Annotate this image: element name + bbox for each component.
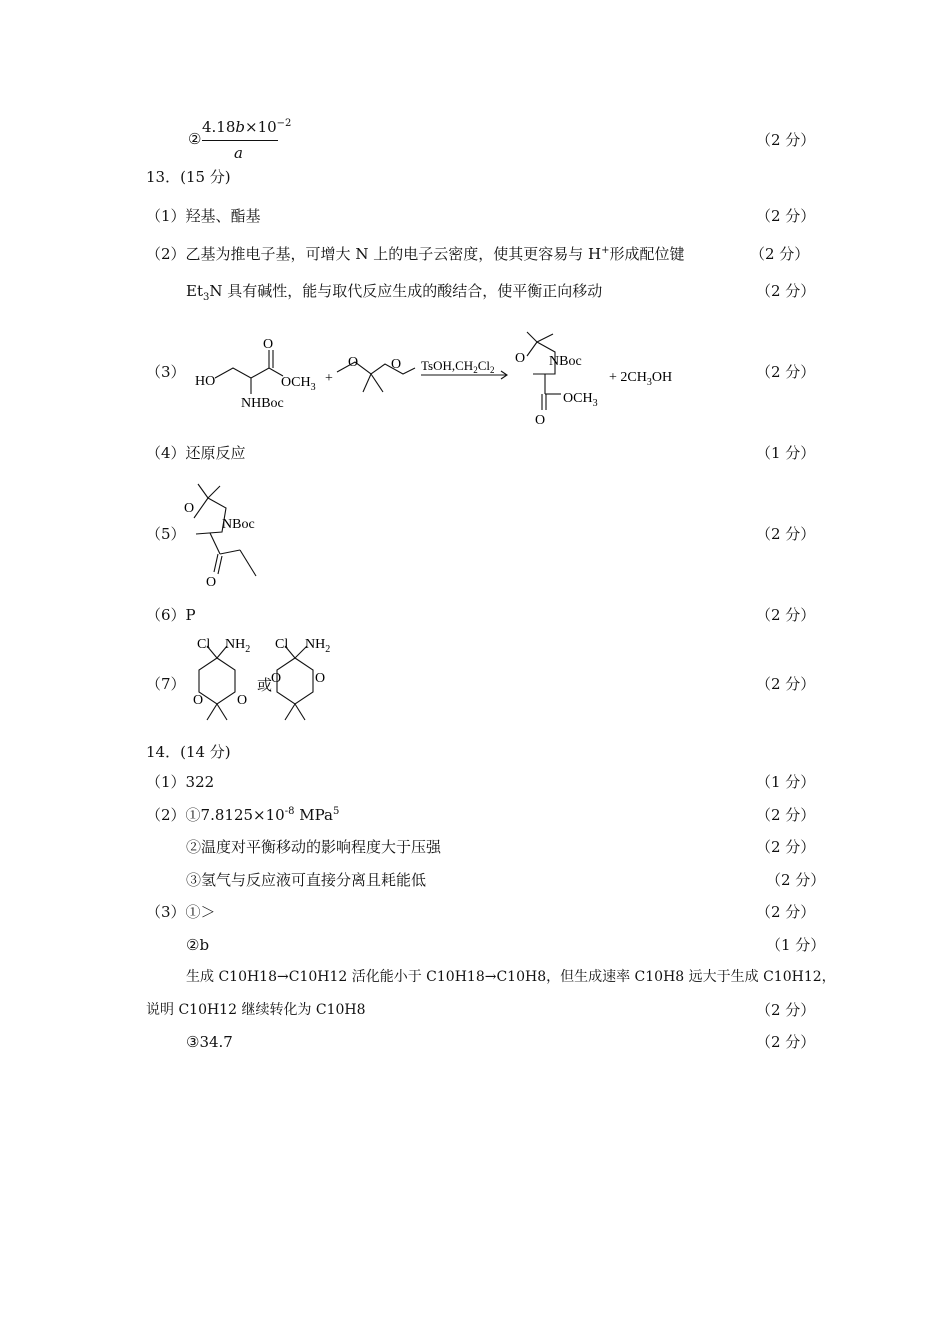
points-label: （2 分） (756, 838, 816, 856)
points-label: （2 分） (756, 1001, 816, 1019)
points-label: （2 分） (756, 903, 816, 921)
q14-a1: （1）322 (146, 773, 215, 791)
chem-label: $NH_2$ (225, 637, 251, 655)
q14-a3b: ②b (186, 936, 210, 954)
fraction-bar (202, 140, 278, 141)
chem-label: O (193, 693, 204, 708)
fraction-denominator: a (234, 144, 243, 162)
points-label: （1 分） (756, 773, 816, 791)
points-label: （2 分） (766, 871, 826, 889)
q14-a2: $(2)①7.8125\times 10^{-8}$ MPa$^5$ (146, 806, 340, 824)
points-label: （2 分） (756, 207, 816, 225)
structure-7 (185, 632, 355, 736)
chem-label: O (515, 351, 526, 366)
chem-label: O (271, 671, 282, 686)
points-label: （2 分） (756, 282, 816, 300)
q13-a4: （4）还原反应 (146, 444, 246, 462)
chem-label: O (263, 337, 274, 352)
circled-number: ② (188, 130, 202, 148)
chem-label: HO (195, 374, 216, 389)
q14-explanation-2: 说明 C10H12 继续转化为 C10H8 (146, 1002, 366, 1018)
q14-a3c: ③34.7 (186, 1033, 233, 1051)
fraction-numerator: $4.18b\times 10^{-2}$ (202, 118, 292, 136)
q14-a2b: ②温度对平衡移动的影响程度大于压强 (186, 838, 442, 856)
points-label: （2 分） (756, 675, 816, 693)
q14-header: 14．(14 分) (146, 743, 231, 761)
chem-label: NBoc (222, 517, 255, 532)
points-label: （2 分） (756, 806, 816, 824)
q13-header: 13．(15 分) (146, 168, 231, 186)
q13-a1: （1）羟基、酯基 (146, 207, 261, 225)
q13-a6: （6）P (146, 606, 196, 624)
points-label: （2 分） (750, 245, 810, 263)
structure-5 (180, 478, 290, 590)
byproduct: + $2CH_3OH$ (609, 370, 673, 388)
q13-a7-label: （7） (146, 675, 186, 693)
chem-label: O (315, 671, 326, 686)
points-label: （2 分） (756, 1033, 816, 1051)
points-label: （1 分） (756, 444, 816, 462)
or-label: 或 (257, 678, 273, 694)
chem-label: $NH_2$ (305, 637, 331, 655)
plus-sign: + (325, 371, 333, 386)
chem-label: Cl (275, 637, 289, 652)
chem-label: NBoc (549, 354, 582, 369)
chem-label: $OCH_3$ (281, 375, 316, 393)
chem-label: O (237, 693, 248, 708)
q13-a5-label: （5） (146, 525, 186, 543)
q14-explanation-1: 生成 C10H18→C10H12 活化能小于 C10H18→C10H8，但生成速率 C10H8 远大于生成 C10H12， (186, 969, 836, 985)
points-label: （2 分） (756, 363, 816, 381)
chem-label: NHBoc (241, 396, 284, 411)
chem-label: O (184, 501, 195, 516)
chem-label: O (348, 355, 359, 370)
reaction-conditions: $TsOH,CH_2Cl_2$ (421, 358, 495, 375)
points-label: （2 分） (756, 606, 816, 624)
chem-label: O (206, 575, 217, 590)
points-label: （2 分） (756, 525, 816, 543)
points-label: （1 分） (766, 936, 826, 954)
chem-label: O (391, 357, 402, 372)
q13-a2b: $Et_3N$ 具有碱性，能与取代反应生成的酸结合，使平衡正向移动 (186, 282, 603, 303)
q14-a3: （3）①＞ (146, 903, 216, 921)
q13-a3-label: （3） (146, 363, 186, 381)
q13-a2: （2）乙基为推电子基，可增大 N 上的电子云密度，使其更容易与 H+形成配位键 (146, 245, 685, 263)
points-label: （2 分） (756, 131, 816, 149)
chem-label: $OCH_3$ (563, 391, 598, 409)
chem-label: O (535, 413, 546, 428)
q14-a2c: ③氢气与反应液可直接分离且耗能低 (186, 871, 427, 889)
reaction-scheme (185, 330, 705, 430)
chem-label: Cl (197, 637, 211, 652)
